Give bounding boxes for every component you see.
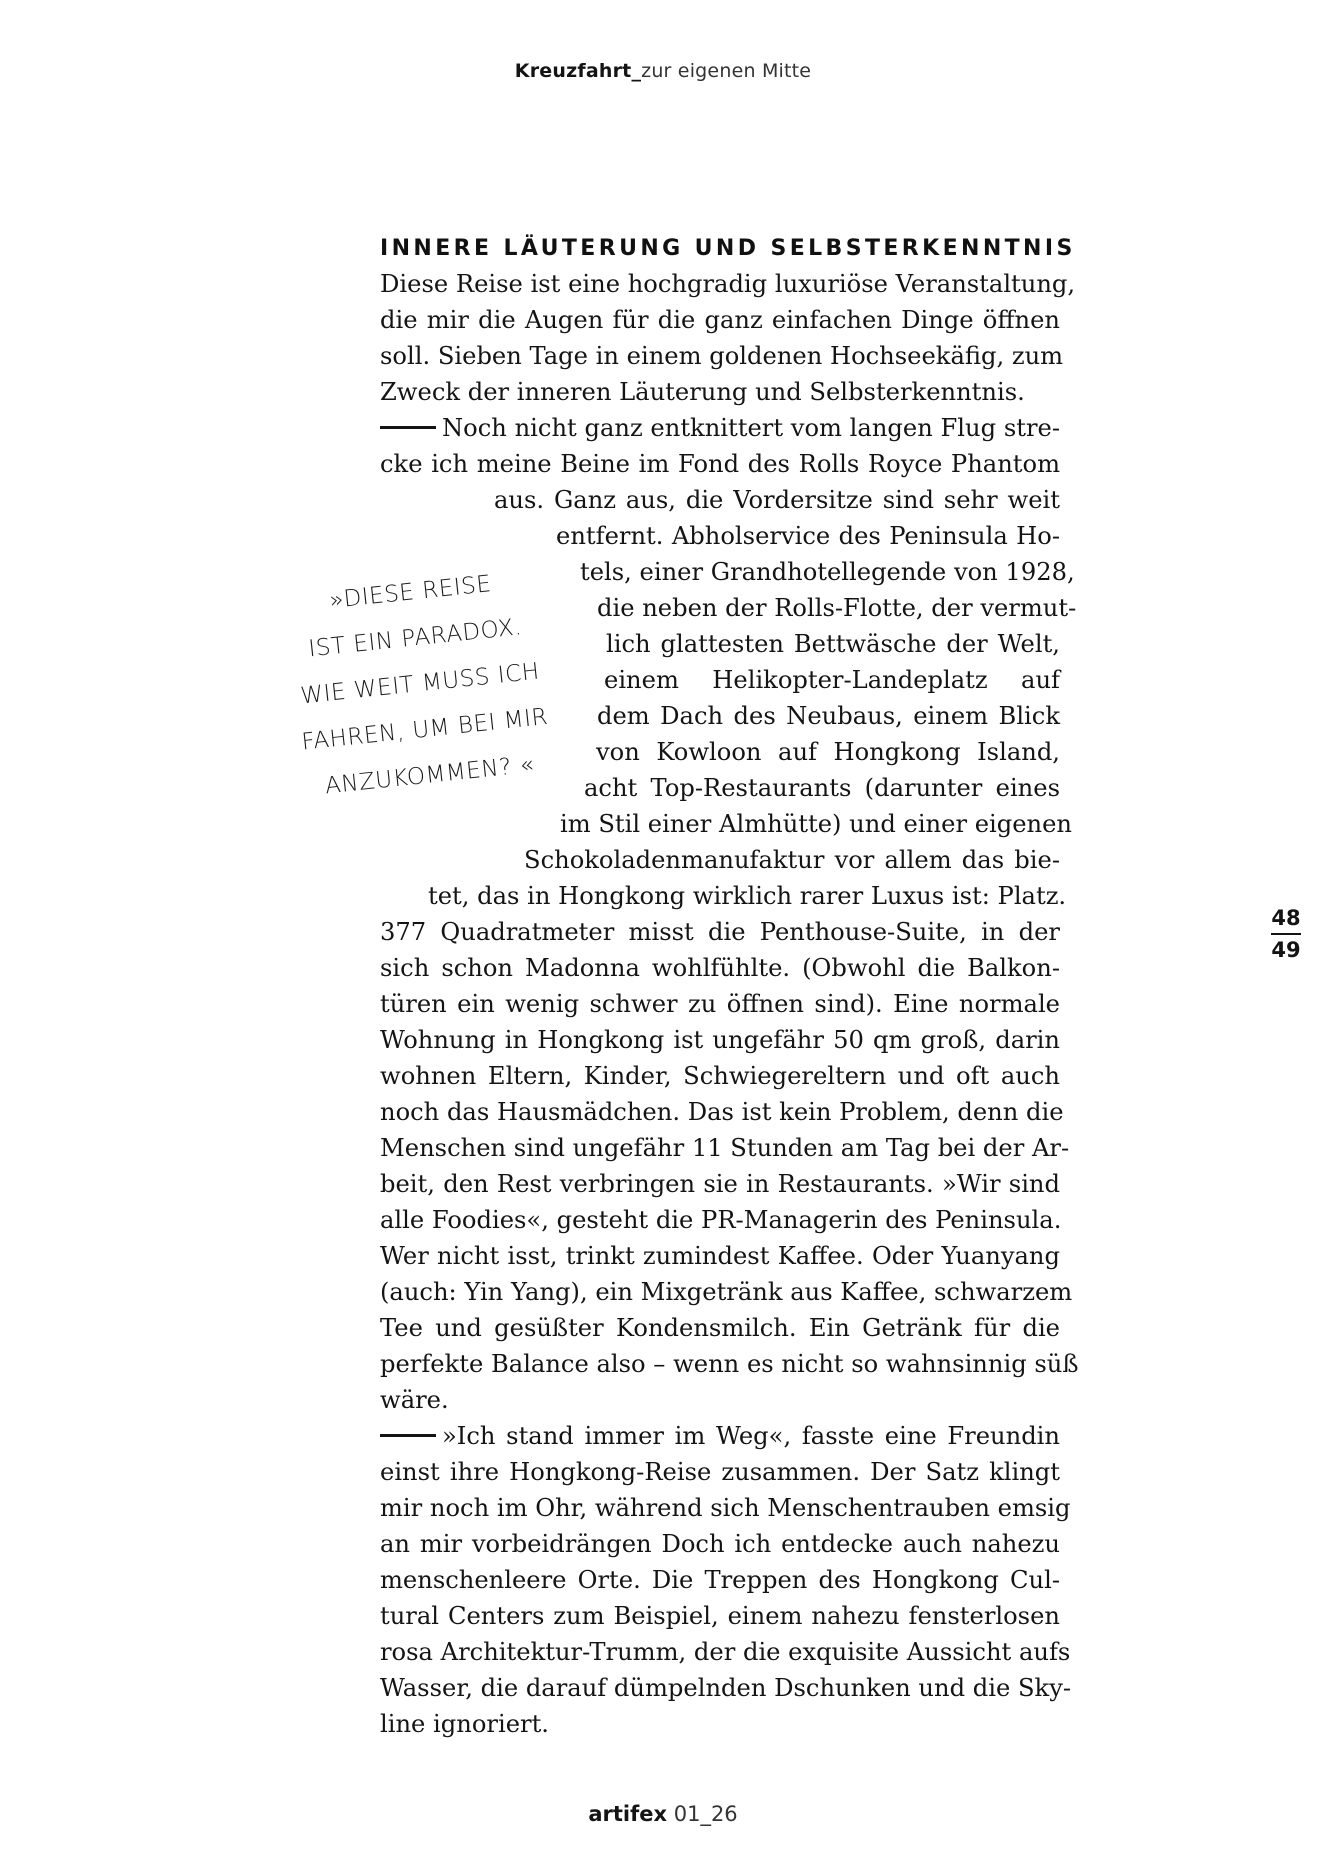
body-line: rosa Architektur-Trumm, der die exquisite Aussicht aufs — [380, 1638, 1071, 1666]
body-line: tet, das in Hongkong wirklich rarer Luxus ist: Platz. — [428, 882, 1067, 910]
body-line: alle Foodies«, gesteht die PR-Managerin des Peninsula. — [380, 1206, 1062, 1234]
body-line: Zweck der inneren Läuterung und Selbsterkenntnis. — [380, 378, 1025, 406]
body-line: beit, den Rest verbringen sie in Restaurants. »Wir sind — [380, 1170, 1060, 1198]
body-line: tels, einer Grandhotellegende von 1928, — [580, 558, 1075, 586]
body-line: Wer nicht isst, trinkt zumindest Kaffee. Oder Yuanyang — [380, 1242, 1060, 1270]
body-line: »Ich stand immer im Weg«, fasste eine Freundin — [442, 1422, 1060, 1450]
body-line: cke ich meine Beine im Fond des Rolls Royce Phantom — [380, 450, 1060, 478]
body-line: einst ihre Hongkong-Reise zusammen. Der Satz klingt — [380, 1458, 1060, 1486]
body-line: (auch: Yin Yang), ein Mixgetränk aus Kaffee, schwarzem — [380, 1278, 1073, 1306]
body-line: die mir die Augen für die ganz einfachen Dinge öffnen — [380, 306, 1060, 334]
header-separator: _ — [631, 60, 642, 82]
body-line: von Kowloon auf Hongkong Island, — [596, 738, 1060, 766]
body-line: 377 Quadratmeter misst die Penthouse-Suite, in der — [380, 918, 1060, 946]
paragraph-line — [380, 1418, 1060, 1454]
section-heading: INNERE LÄUTERUNG UND SELBSTERKENNTNIS — [380, 236, 1076, 261]
page-number-divider — [1271, 933, 1301, 935]
pull-quote-line: WIE WEIT MUSS ICH — [299, 658, 541, 710]
body-line: tural Centers zum Beispiel, einem nahezu fensterlosen — [380, 1602, 1060, 1630]
body-line: sich schon Madonna wohlfühlte. (Obwohl die Balkon- — [380, 954, 1060, 982]
body-line: Tee und gesüßter Kondensmilch. Ein Getränk für die — [380, 1314, 1060, 1342]
body-line: entfernt. Abholservice des Peninsula Ho- — [556, 522, 1060, 550]
footer-issue: 01_26 — [673, 1802, 738, 1826]
body-line: Schokoladenmanufaktur vor allem das bie- — [524, 846, 1060, 874]
pull-quote — [259, 553, 581, 813]
body-line: Diese Reise ist eine hochgradig luxuriöse Veranstaltung, — [380, 270, 1076, 298]
body-line: Wasser, die darauf dümpelnden Dschunken und die Sky- — [380, 1674, 1072, 1702]
running-footer — [0, 1802, 1326, 1826]
paragraph-dash — [380, 426, 436, 429]
footer-brand: artifex — [588, 1802, 668, 1826]
body-line: türen ein wenig schwer zu öffnen sind). Eine normale — [380, 990, 1060, 1018]
page-number-left: 48 — [1271, 906, 1301, 930]
body-line: im Stil einer Almhütte) und einer eigenen — [560, 810, 1073, 838]
pull-quote-line: FAHREN, UM BEI MIR — [300, 703, 550, 756]
body-line: line ignoriert. — [380, 1710, 549, 1738]
pull-quote-line: »DIESE REISE — [328, 571, 493, 614]
body-line: aus. Ganz aus, die Vordersitze sind sehr weit — [494, 486, 1060, 514]
body-line: perfekte Balance also – wenn es nicht so wahnsinnig süß — [380, 1350, 1079, 1378]
running-header — [0, 60, 1326, 82]
body-line: wohnen Eltern, Kinder, Schwiegereltern und oft auch — [380, 1062, 1060, 1090]
body-line: einem Helikopter-Landeplatz auf — [604, 666, 1060, 694]
body-line: Noch nicht ganz entknittert vom langen Flug stre- — [442, 414, 1060, 442]
header-subtitle: zur eigenen Mitte — [641, 60, 812, 82]
header-title: Kreuzfahrt — [514, 60, 632, 82]
body-line: Menschen sind ungefähr 11 Stunden am Tag bei der Ar- — [380, 1134, 1070, 1162]
paragraph-line — [380, 410, 1060, 446]
pull-quote-line: IST EIN PARADOX. — [307, 614, 524, 663]
body-line: mir noch im Ohr, während sich Menschentrauben emsig — [380, 1494, 1071, 1522]
page-numbers — [1258, 906, 1314, 962]
page-number-right: 49 — [1271, 938, 1301, 962]
pull-quote-line: ANZUKOMMEN? « — [323, 751, 536, 800]
body-line: die neben der Rolls-Flotte, der vermut- — [597, 594, 1077, 622]
body-line: acht Top-Restaurants (darunter eines — [584, 774, 1060, 802]
body-line: noch das Hausmädchen. Das ist kein Problem, denn die — [380, 1098, 1064, 1126]
body-line: menschenleere Orte. Die Treppen des Hongkong Cul- — [380, 1566, 1060, 1594]
body-line: wäre. — [380, 1386, 449, 1414]
body-line: soll. Sieben Tage in einem goldenen Hochseekäfig, zum — [380, 342, 1064, 370]
body-line: Wohnung in Hongkong ist ungefähr 50 qm groß, darin — [380, 1026, 1060, 1054]
body-line: lich glattesten Bettwäsche der Welt, — [606, 630, 1060, 658]
paragraph-dash — [380, 1434, 436, 1437]
body-line: an mir vorbeidrängen Doch ich entdecke auch nahezu — [380, 1530, 1060, 1558]
body-line: dem Dach des Neubaus, einem Blick — [597, 702, 1060, 730]
